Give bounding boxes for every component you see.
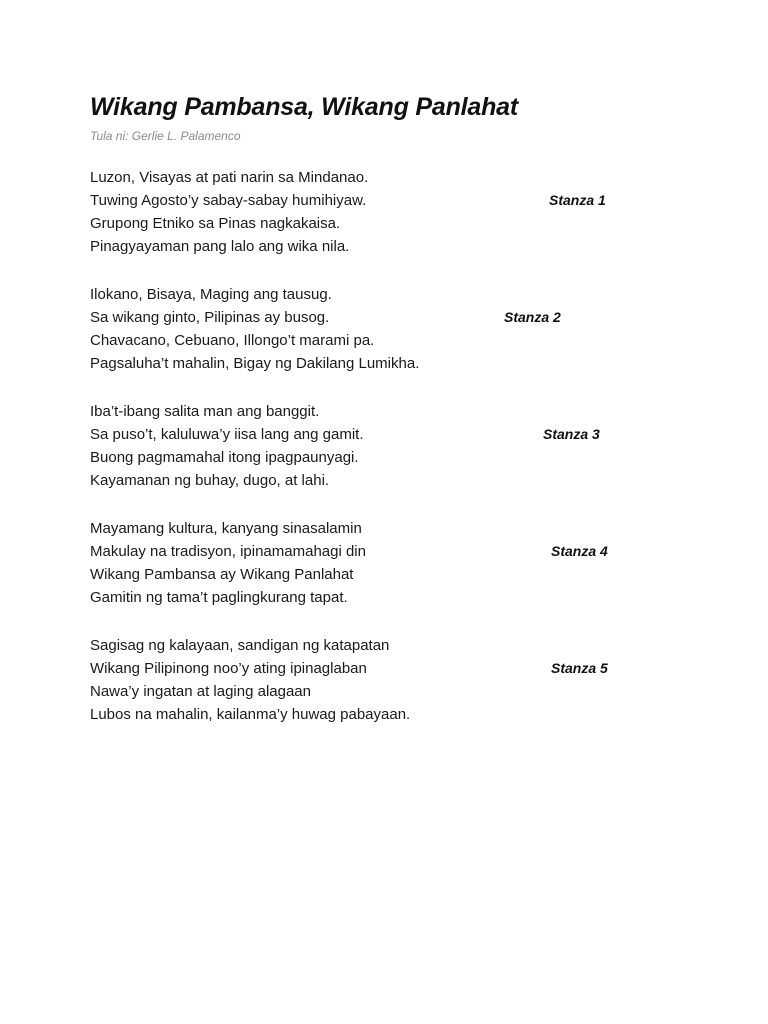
stanza-line: Tuwing Agosto’y sabay-sabay humihiyaw. [90,192,367,209]
stanza-4 [90,517,690,611]
stanza-line: Sa puso’t, kaluluwa’y iisa lang ang gamit. [90,426,364,443]
stanza-2 [90,283,690,377]
stanza-line: Gamitin ng tama’t paglingkurang tapat. [90,589,348,606]
poem-title: Wikang Pambansa, Wikang Panlahat [90,93,518,121]
stanza-line: Chavacano, Cebuano, Illongo’t marami pa. [90,332,375,349]
stanza-1 [90,166,690,260]
stanza-label: Stanza 2 [504,309,561,325]
stanza-line: Nawa’y ingatan at laging alagaan [90,683,311,700]
stanza-line: Grupong Etniko sa Pinas nagkakaisa. [90,215,341,232]
poem-byline: Tula ni: Gerlie L. Palamenco [90,129,241,143]
stanza-label: Stanza 3 [543,426,600,442]
stanza-label: Stanza 1 [549,192,606,208]
stanza-line: Pinagyayaman pang lalo ang wika nila. [90,238,350,255]
stanza-line: Pagsaluha’t mahalin, Bigay ng Dakilang Lumikha. [90,355,420,372]
stanza-line: Makulay na tradisyon, ipinamamahagi din [90,543,366,560]
stanza-line: Lubos na mahalin, kailanma’y huwag pabayaan. [90,706,411,723]
stanza-line: Wikang Pambansa ay Wikang Panlahat [90,566,354,583]
stanza-line: Sagisag ng kalayaan, sandigan ng katapatan [90,637,390,654]
stanza-line: Iba’t-ibang salita man ang banggit. [90,403,320,420]
stanza-line: Wikang Pilipinong noo’y ating ipinaglaban [90,660,367,677]
stanza-3 [90,400,690,494]
stanza-line: Ilokano, Bisaya, Maging ang tausug. [90,286,332,303]
stanza-line: Luzon, Visayas at pati narin sa Mindanao. [90,169,369,186]
stanza-line: Buong pagmamahal itong ipagpaunyagi. [90,449,359,466]
stanza-5 [90,634,690,728]
stanza-line: Kayamanan ng buhay, dugo, at lahi. [90,472,330,489]
stanza-line: Mayamang kultura, kanyang sinasalamin [90,520,362,537]
stanza-label: Stanza 5 [551,660,608,676]
stanza-line: Sa wikang ginto, Pilipinas ay busog. [90,309,330,326]
stanza-label: Stanza 4 [551,543,608,559]
